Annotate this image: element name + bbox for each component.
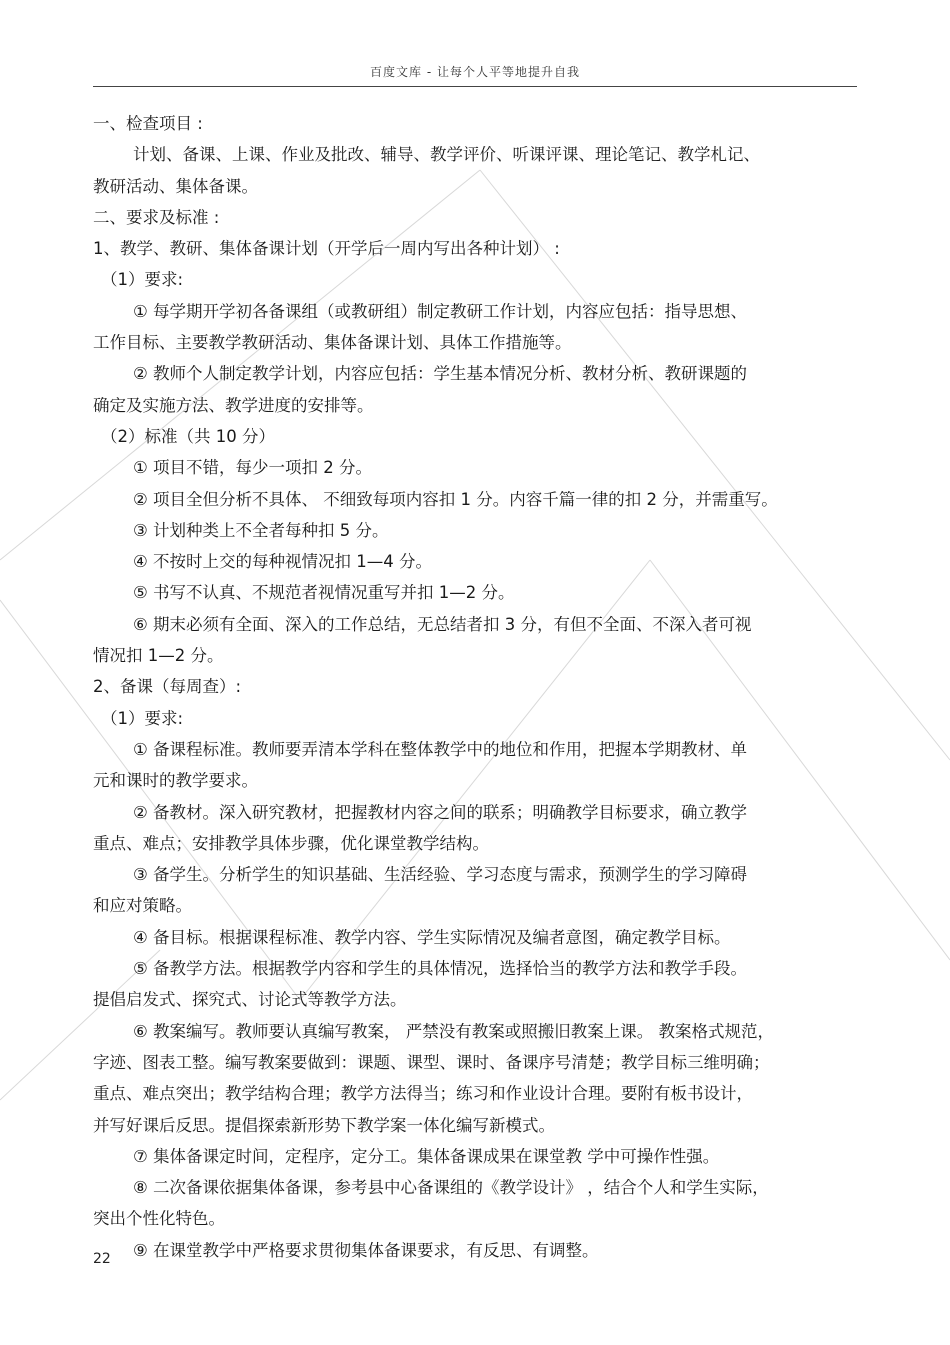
text-line: 字迹、图表工整。编写教案要做到：课题、课型、课时、备课序号清楚；教学目标三维明确； xyxy=(93,1052,770,1072)
header-divider xyxy=(93,86,857,87)
text-line: ① 项目不错，每少一项扣 2 分。 xyxy=(133,458,373,478)
text-line: 2、备课（每周查）: xyxy=(93,677,242,697)
text-line: ① 备课程标准。教师要弄清本学科在整体教学中的地位和作用，把握本学期教材、单 xyxy=(133,739,748,759)
page-number: 22 xyxy=(93,1251,111,1267)
text-line: 并写好课后反思。提倡探索新形势下教学案一体化编写新模式。 xyxy=(93,1115,555,1135)
text-line: ⑥ 教案编写。教师要认真编写教案， 严禁没有教案或照搬旧教案上课。 教案格式规范， xyxy=(133,1021,775,1041)
text-line: 突出个性化特色。 xyxy=(93,1209,225,1229)
text-line: ② 项目全但分析不具体、 不细致每项内容扣 1 分。内容千篇一律的扣 2 分，并需重写。 xyxy=(133,489,778,509)
text-line: ② 教师个人制定教学计划，内容应包括：学生基本情况分析、教材分析、教研课题的 xyxy=(133,364,748,384)
text-line: （1）要求: xyxy=(101,270,184,290)
text-line: ④ 备目标。根据课程标准、教学内容、学生实际情况及编者意图，确定教学目标。 xyxy=(133,927,731,947)
text-line: 和应对策略。 xyxy=(93,896,192,916)
text-line: 情况扣 1—2 分。 xyxy=(93,646,224,666)
text-line: 重点、难点；安排教学具体步骤，优化课堂教学结构。 xyxy=(93,833,489,853)
text-line: ① 每学期开学初各备课组（或教研组）制定教研工作计划，内容应包括：指导思想、 xyxy=(133,301,748,321)
text-line: ③ 计划种类上不全者每种扣 5 分。 xyxy=(133,520,389,540)
page-header: 百度文库 - 让每个人平等地提升自我 xyxy=(370,65,580,79)
text-line: （2）标准（共 10 分） xyxy=(101,426,275,446)
text-line: ⑦ 集体备课定时间，定程序，定分工。集体备课成果在课堂教 学中可操作性强。 xyxy=(133,1146,720,1166)
text-line: 确定及实施方法、教学进度的安排等。 xyxy=(93,395,374,415)
text-line: ⑨ 在课堂教学中严格要求贯彻集体备课要求，有反思、有调整。 xyxy=(133,1240,599,1260)
text-line: 提倡启发式、探究式、讨论式等教学方法。 xyxy=(93,990,407,1010)
text-line: ④ 不按时上交的每种视情况扣 1—4 分。 xyxy=(133,552,433,572)
text-line: 工作目标、主要教学教研活动、集体备课计划、具体工作措施等。 xyxy=(93,333,572,353)
text-line: 一、检查项目 : xyxy=(93,114,203,133)
text-line: （1）要求: xyxy=(101,708,184,728)
text-line: 教研活动、集体备课。 xyxy=(93,176,258,196)
text-line: ⑤ 备教学方法。根据教学内容和学生的具体情况，选择恰当的教学方法和教学手段。 xyxy=(133,959,748,979)
text-line: 计划、备课、上课、作业及批改、辅导、教学评价、听课评课、理论笔记、教学札记、 xyxy=(133,145,760,165)
text-line: ⑥ 期末必须有全面、深入的工作总结，无总结者扣 3 分，有但不全面、不深入者可视 xyxy=(133,614,752,634)
text-line: 重点、难点突出；教学结构合理；教学方法得当；练习和作业设计合理。要附有板书设计， xyxy=(93,1084,753,1104)
text-line: 1、教学、教研、集体备课计划（开学后一周内写出各种计划） : xyxy=(93,239,560,259)
document-body xyxy=(93,108,863,1266)
text-line: ③ 备学生。分析学生的知识基础、生活经验、学习态度与需求，预测学生的学习障碍 xyxy=(133,865,748,885)
text-line: 二、要求及标准 : xyxy=(93,207,220,227)
text-line: ⑤ 书写不认真、不规范者视情况重写并扣 1—2 分。 xyxy=(133,583,515,603)
text-line: ⑧ 二次备课依据集体备课，参考县中心备课组的《教学设计》 ，结合个人和学生实际， xyxy=(133,1178,769,1198)
text-line: 元和课时的教学要求。 xyxy=(93,771,258,791)
text-line: ② 备教材。深入研究教材，把握教材内容之间的联系；明确教学目标要求，确立教学 xyxy=(133,802,748,822)
